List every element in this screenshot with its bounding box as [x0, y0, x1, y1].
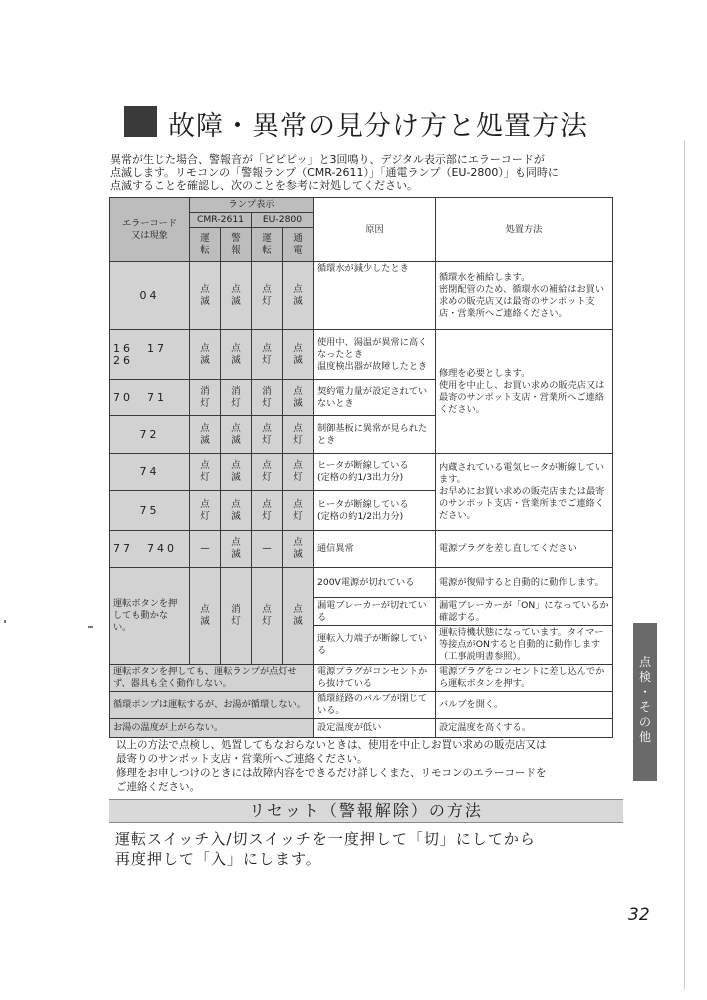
symptom-cell: お湯の温度が上がらない。 [110, 719, 314, 738]
table-row [110, 531, 613, 568]
lamp-state: 点灯 [283, 491, 314, 531]
error-code: 70 71 [110, 380, 190, 416]
cause-cell: 使用中、湯温が異常に高くなったとき 温度検出器が故障したとき [314, 330, 436, 380]
lamp-state: 点滅 [190, 416, 221, 454]
cause-cell: 電源プラグがコンセントから抜けている [314, 665, 436, 692]
header-lamp: 警報 [221, 228, 252, 262]
table-row [110, 262, 613, 330]
lamp-state: 点灯 [252, 330, 283, 380]
intro-line: 点滅します。リモコンの「警報ランプ（CMR-2611）」「通電ランプ（EU-2800）」も同時に [110, 166, 559, 179]
lamp-state: 点滅 [221, 491, 252, 531]
cause-cell: 制御基板に異常が見られたとき [314, 416, 436, 454]
lamp-state: 消灯 [221, 568, 252, 665]
header-lamp-display: ランプ表示 [190, 198, 314, 213]
lamp-state: 点灯 [252, 262, 283, 330]
table-row [110, 454, 613, 491]
lamp-state: 点滅 [221, 454, 252, 491]
header-lamp: 運転 [252, 228, 283, 262]
page-number: 32 [628, 905, 650, 925]
header-model-a: CMR-2611 [190, 213, 252, 228]
cause-cell: 契約電力量が設定されていないとき [314, 380, 436, 416]
lamp-state: 消灯 [190, 380, 221, 416]
lamp-state: 点滅 [221, 262, 252, 330]
scan-speck [4, 620, 6, 623]
header-lamp: 運転 [190, 228, 221, 262]
cause-cell: ヒータが断線している (定格の約1/2出力分) [314, 491, 436, 531]
lamp-state: 点灯 [252, 416, 283, 454]
reset-line: 運転スイッチ入/切スイッチを一度押して「切」にしてから [115, 830, 536, 848]
lamp-state: 点滅 [283, 262, 314, 330]
lamp-state: — [190, 531, 221, 568]
cause-cell: 運転入力端子が断線している [314, 626, 436, 665]
header-model-b: EU-2800 [252, 213, 314, 228]
remedy-cell: 修理を必要とします。 使用を中止し、お買い求めの販売店又は最寄のサンポット支店・営業所へご連絡ください。 [436, 330, 613, 454]
lamp-state: 点滅 [283, 380, 314, 416]
cause-cell: 循環水が減少したとき [314, 262, 436, 330]
table-row [110, 665, 613, 692]
lamp-state: 点灯 [252, 454, 283, 491]
table-row [110, 692, 613, 719]
reset-heading: リセット（警報解除）の方法 [249, 801, 483, 820]
symptom-cell: 運転ボタンを押しても動かない。 [110, 568, 190, 665]
remedy-cell: 設定温度を高くする。 [436, 719, 613, 738]
lamp-state: 消灯 [252, 380, 283, 416]
notes-line: ご連絡ください。 [116, 781, 200, 793]
cause-cell: 循環経路のバルブが閉じている。 [314, 692, 436, 719]
header-remedy: 処置方法 [436, 198, 613, 262]
title-square-icon [124, 106, 157, 137]
lamp-state: 点灯 [252, 568, 283, 665]
table-row [110, 568, 613, 598]
lamp-state: — [252, 531, 283, 568]
lamp-state: 消灯 [221, 380, 252, 416]
remedy-cell: 運転待機状態になっています。タイマー等接点がONすると自動的に動作します（工事説明書参照）。 [436, 626, 613, 665]
remedy-cell: 循環水を補給します。 密閉配管のため、循環水の補給はお買い求めの販売店又は最寄のサンポット支店・営業所へご連絡ください。 [436, 262, 613, 330]
header-code: エラーコード 又は現象 [110, 198, 190, 262]
lamp-state: 点滅 [283, 531, 314, 568]
lamp-state: 点灯 [283, 416, 314, 454]
lamp-state: 点灯 [190, 454, 221, 491]
cause-cell: ヒータが断線している (定格の約1/3出力分) [314, 454, 436, 491]
error-code: 72 [110, 416, 190, 454]
notes-line: 修理をお申しつけのときには故障内容をできるだけ詳しくまた、リモコンのエラーコードを [116, 767, 547, 779]
cause-cell: 漏電ブレーカーが切れている [314, 598, 436, 626]
header-cause: 原因 [314, 198, 436, 262]
table-row [110, 330, 613, 380]
reset-instructions [115, 829, 536, 869]
lamp-state: 点滅 [283, 568, 314, 665]
cause-cell: 200V電源が切れている [314, 568, 436, 598]
lamp-state: 点灯 [283, 454, 314, 491]
lamp-state: 点灯 [252, 491, 283, 531]
intro-line: 点滅することを確認し、次のことを参考に対処してください。 [110, 179, 418, 192]
remedy-cell: 内蔵されている電気ヒータが断線しています。 お早めにお買い求めの販売店または最寄のサンポット支店・営業所までご連絡ください。 [436, 454, 613, 531]
notes-line: 最寄りのサンポット支店・営業所へご連絡ください。 [116, 753, 368, 765]
scan-speck [88, 626, 93, 628]
symptom-cell: 循環ポンプは運転するが、お湯が循環しない。 [110, 692, 314, 719]
page-edge-line [684, 140, 685, 990]
fault-table [109, 197, 613, 738]
lamp-state: 点滅 [190, 262, 221, 330]
lamp-state: 点滅 [221, 330, 252, 380]
lamp-state: 点滅 [190, 568, 221, 665]
cause-cell: 通信異常 [314, 531, 436, 568]
error-code: 04 [110, 262, 190, 330]
cause-cell: 設定温度が低い [314, 719, 436, 738]
table-row [110, 719, 613, 738]
header-lamp: 通電 [283, 228, 314, 262]
remedy-cell: バルブを開く。 [436, 692, 613, 719]
lamp-state: 点灯 [190, 491, 221, 531]
error-code: 75 [110, 491, 190, 531]
error-code: 16 17 26 [110, 330, 190, 380]
notes-line: 以上の方法で点検し、処置してもなおらないときは、使用を中止しお買い求めの販売店又は [116, 739, 547, 751]
intro-line: 異常が生じた場合、警報音が「ピピピッ」と3回鳴り、デジタル表示部にエラーコードが [110, 153, 545, 166]
remedy-cell: 電源プラグを差し直してください [436, 531, 613, 568]
page-title: 故障・異常の見分け方と処置方法 [168, 111, 588, 142]
error-code: 74 [110, 454, 190, 491]
intro-paragraph [110, 153, 610, 192]
error-code: 77 740 [110, 531, 190, 568]
lamp-state: 点滅 [190, 330, 221, 380]
remedy-cell: 漏電ブレーカーが「ON」になっているか確認する。 [436, 598, 613, 626]
lamp-state: 点滅 [221, 416, 252, 454]
side-tab-label: 点 検 ・ そ の 他 [638, 655, 651, 744]
remedy-cell: 電源プラグをコンセントに差し込んでから運転ボタンを押す。 [436, 665, 613, 692]
symptom-cell: 運転ボタンを押しても、運転ランプが点灯せず、器具も全く動作しない。 [110, 665, 314, 692]
notes-paragraph [116, 738, 606, 794]
reset-line: 再度押して「入」にします。 [115, 850, 322, 868]
lamp-state: 点滅 [283, 330, 314, 380]
remedy-cell: 電源が復帰すると自動的に動作します。 [436, 568, 613, 598]
lamp-state: 点滅 [221, 531, 252, 568]
